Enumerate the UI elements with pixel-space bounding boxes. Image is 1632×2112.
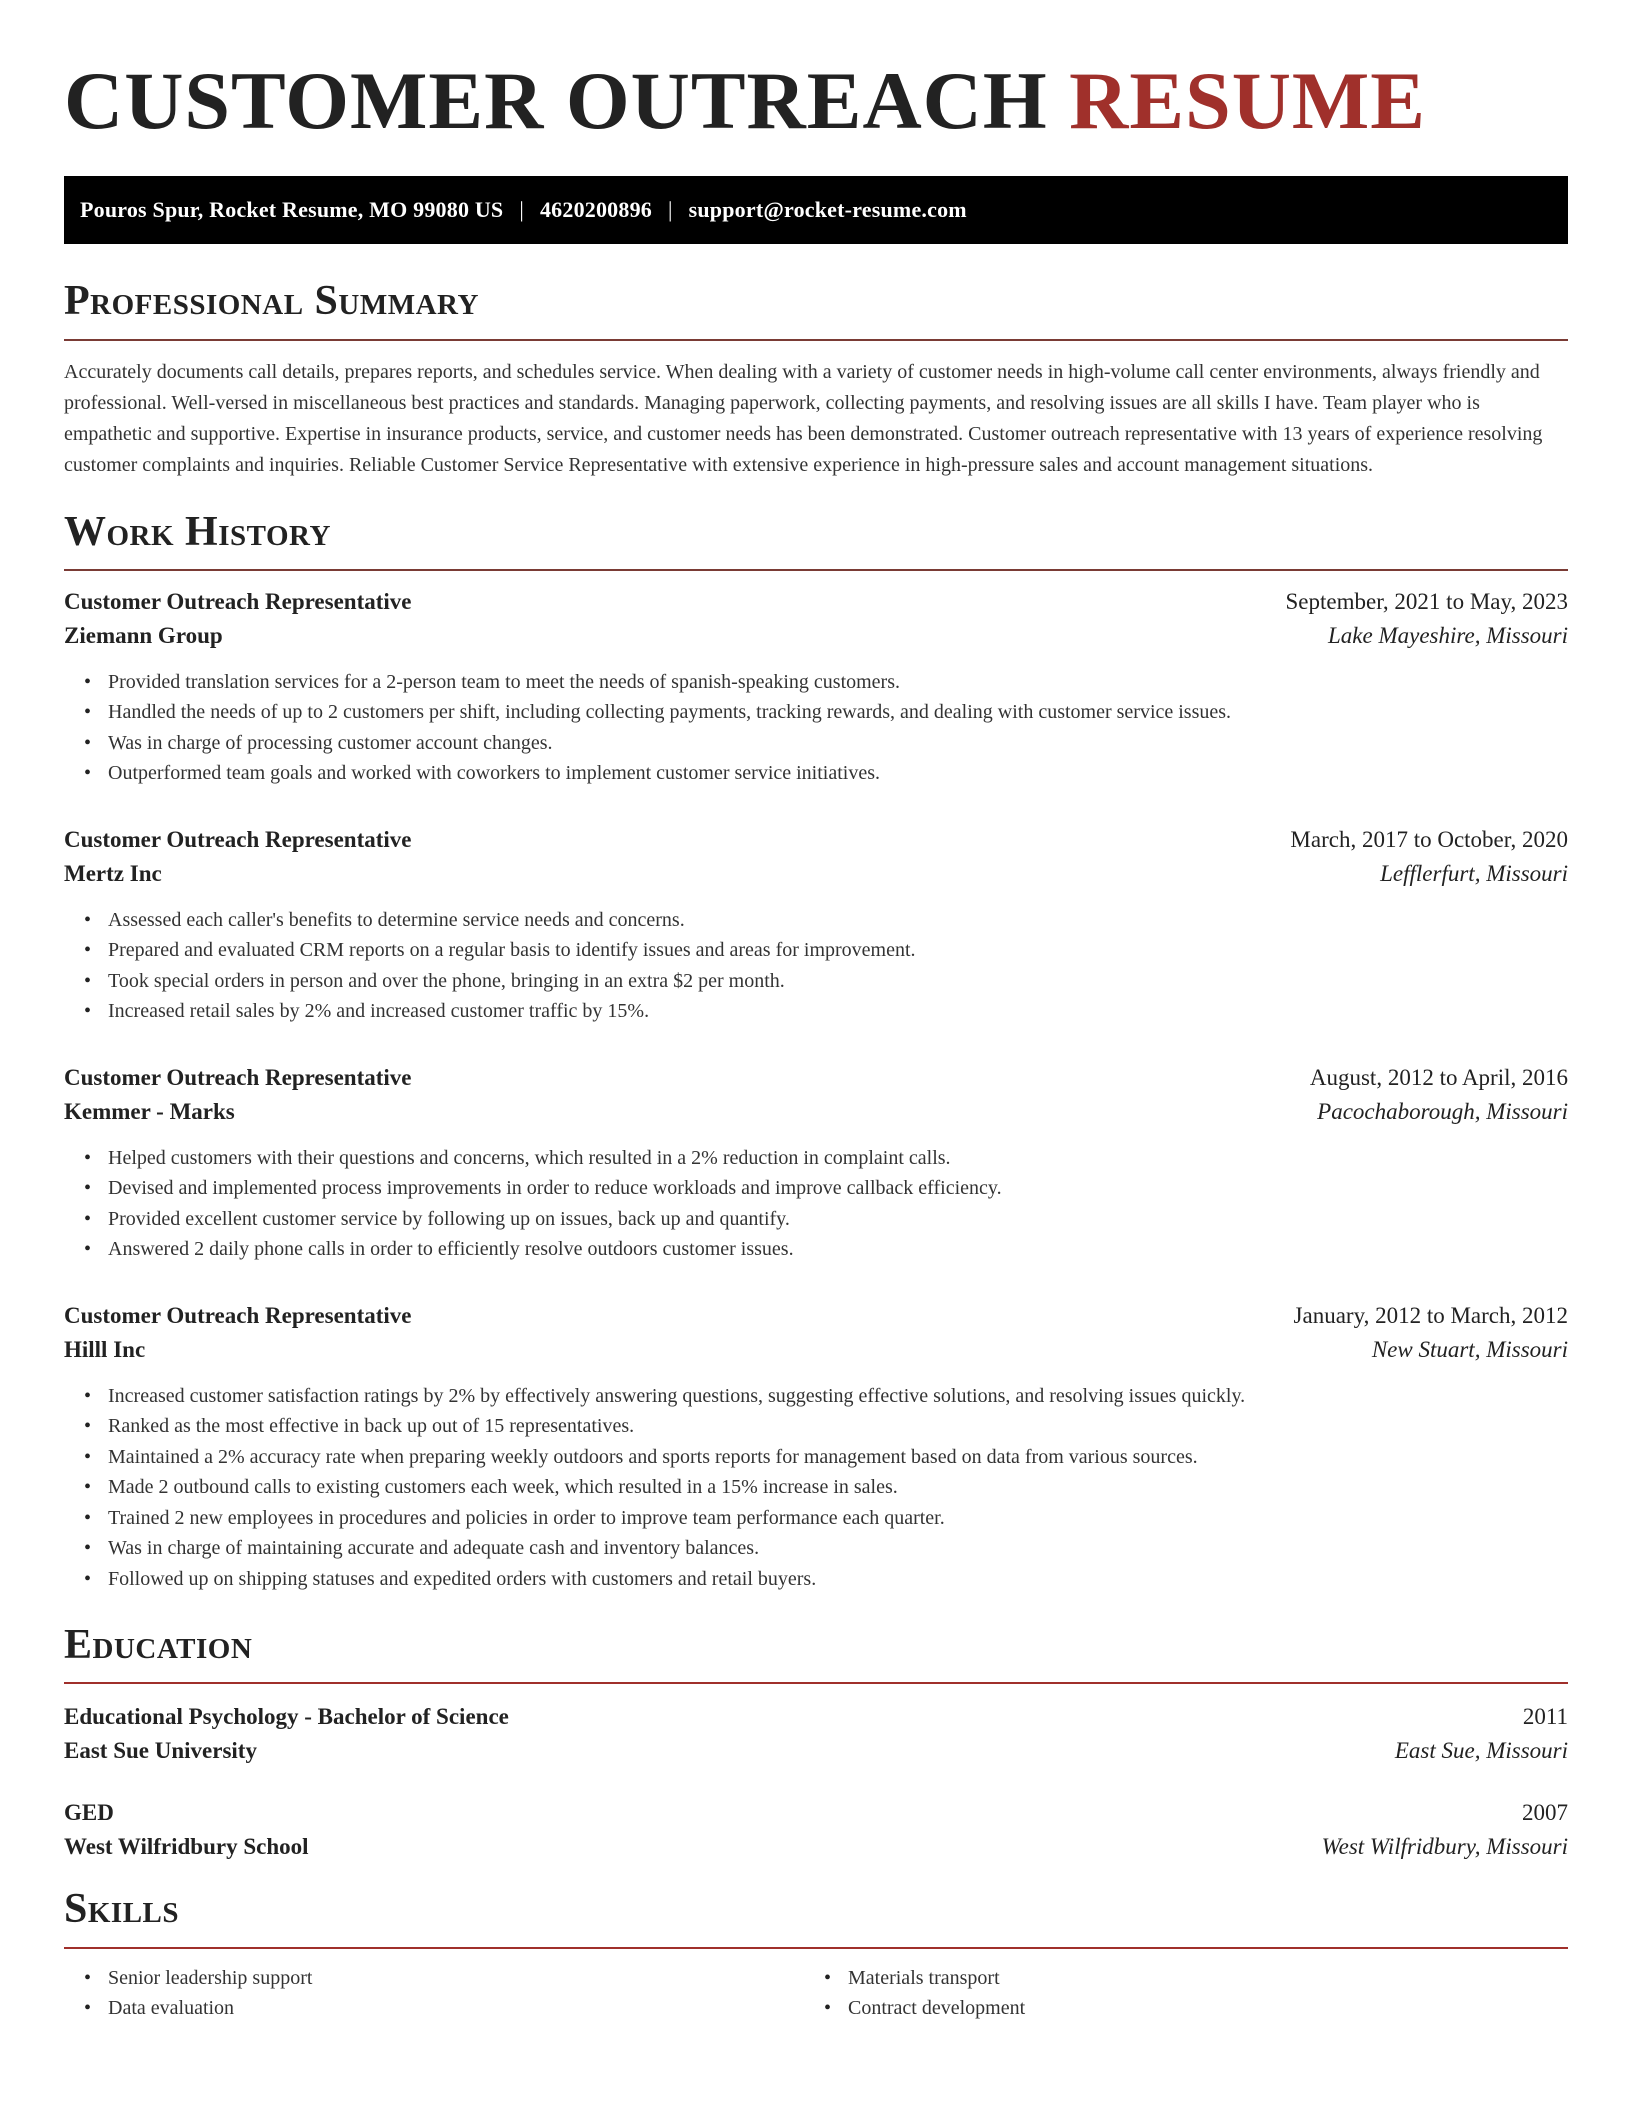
job-bullet: • Provided excellent customer service by following up on issues, back up and quantify. — [108, 1204, 1568, 1235]
skill-item: • Contract development — [848, 1993, 1544, 2024]
job-bullet: • Provided translation services for a 2-person team to meet the needs of spanish-speaking customers. — [108, 667, 1568, 698]
education-degree-row — [64, 1800, 1568, 1826]
education-heading: Education — [64, 1622, 1568, 1684]
job-entry — [64, 1065, 1568, 1265]
job-location: New Stuart, Missouri — [1371, 1336, 1568, 1362]
job-entry — [64, 827, 1568, 1027]
education-year: 2011 — [1522, 1704, 1568, 1730]
job-location: Lefflerfurt, Missouri — [1380, 860, 1568, 886]
job-entry — [64, 589, 1568, 789]
job-company: Ziemann Group — [64, 622, 223, 648]
job-company: Mertz Inc — [64, 860, 162, 886]
job-company: Hilll Inc — [64, 1336, 146, 1362]
title-main: CUSTOMER OUTREACH — [64, 55, 1048, 146]
education-school: West Wilfridbury School — [64, 1834, 309, 1860]
contact-phone: 4620200896 — [539, 197, 652, 223]
job-bullets — [64, 1381, 1568, 1595]
job-header-row — [64, 1303, 1568, 1329]
job-header-row — [64, 1065, 1568, 1091]
education-location: East Sue, Missouri — [1394, 1738, 1568, 1764]
summary-text: Accurately documents call details, prepares reports, and schedules service. When dealing with a variety of customer needs in high-volume call center environments, always friendly and professional. Well-versed in miscellaneous best practices and standards. Managing paperwork, collecting payments, and resolving issues are all skills I have. Team player who is empathetic and supportive. Expertise in insurance products, service, and customer needs has been demonstrated. Customer outreach representative with 13 years of experience resolving customer complaints and inquiries. Reliable Customer Service Representative with extensive experience in high-pressure sales and account management situations. — [64, 360, 1543, 476]
job-entry — [64, 1303, 1568, 1595]
contact-address: Pouros Spur, Rocket Resume, MO 99080 US — [80, 197, 504, 223]
skills-heading: Skills — [64, 1886, 1568, 1948]
job-bullet: • Trained 2 new employees in procedures and policies in order to improve team performance each quarter. — [108, 1503, 1568, 1534]
education-degree-row — [64, 1704, 1568, 1730]
education-school: East Sue University — [64, 1738, 257, 1764]
job-bullet: • Made 2 outbound calls to existing customers each week, which resulted in a 15% increase in sales. — [108, 1472, 1568, 1503]
job-bullet: • Increased retail sales by 2% and increased customer traffic by 15%. — [108, 996, 1568, 1027]
job-bullet: • Handled the needs of up to 2 customers per shift, including collecting payments, tracking rewards, and dealing with customer service issues. — [108, 697, 1568, 728]
job-title: Customer Outreach Representative — [64, 826, 412, 852]
education-section — [64, 1622, 1568, 1860]
skill-item: • Materials transport — [848, 1963, 1544, 1994]
skills-list-right — [804, 1963, 1544, 2024]
education-degree: Educational Psychology - Bachelor of Science — [64, 1704, 509, 1730]
education-school-row — [64, 1738, 1568, 1764]
job-header-row — [64, 589, 1568, 615]
job-location: Pacochaborough, Missouri — [1317, 1098, 1568, 1124]
job-title: Customer Outreach Representative — [64, 588, 412, 614]
job-bullets — [64, 667, 1568, 789]
education-year: 2007 — [1522, 1800, 1568, 1826]
education-entry — [64, 1704, 1568, 1764]
job-bullet: • Devised and implemented process improvements in order to reduce workloads and improve callback efficiency. — [108, 1173, 1568, 1204]
job-bullets — [64, 1143, 1568, 1265]
job-bullet: • Answered 2 daily phone calls in order to efficiently resolve outdoors customer issues. — [108, 1234, 1568, 1265]
job-bullet: • Took special orders in person and over the phone, bringing in an extra $2 per month. — [108, 966, 1568, 997]
work-history-heading: Work History — [64, 509, 1568, 571]
title-accent: RESUME — [1069, 55, 1426, 146]
education-degree: GED — [64, 1800, 114, 1826]
job-bullet: • Was in charge of processing customer account changes. — [108, 728, 1568, 759]
job-location: Lake Mayeshire, Missouri — [1328, 622, 1568, 648]
contact-separator: | — [667, 197, 673, 223]
contact-separator: | — [519, 197, 524, 223]
job-dates: January, 2012 to March, 2012 — [1293, 1302, 1568, 1328]
contact-bar — [64, 176, 1568, 244]
job-bullet: • Assessed each caller's benefits to determine service needs and concerns. — [108, 905, 1568, 936]
skills-section — [64, 1886, 1568, 2023]
skills-list-left — [64, 1963, 804, 2024]
education-school-row — [64, 1834, 1568, 1860]
summary-heading: Professional Summary — [64, 278, 1568, 340]
education-entry — [64, 1800, 1568, 1860]
summary-section — [64, 278, 1568, 480]
job-bullet: • Prepared and evaluated CRM reports on a regular basis to identify issues and areas for improvement. — [108, 935, 1568, 966]
job-bullet: • Ranked as the most effective in back up out of 15 representatives. — [108, 1411, 1568, 1442]
job-title: Customer Outreach Representative — [64, 1302, 412, 1328]
job-bullets — [64, 905, 1568, 1027]
job-company-row — [64, 861, 1568, 887]
job-title: Customer Outreach Representative — [64, 1064, 412, 1090]
job-company-row — [64, 1337, 1568, 1363]
job-company-row — [64, 623, 1568, 649]
skill-item: • Senior leadership support — [108, 1963, 804, 1994]
job-dates: September, 2021 to May, 2023 — [1285, 588, 1568, 614]
contact-email: support@rocket-resume.com — [688, 197, 967, 223]
skills-grid — [64, 1963, 1568, 2024]
job-bullet: • Was in charge of maintaining accurate and adequate cash and inventory balances. — [108, 1533, 1568, 1564]
job-bullet: • Maintained a 2% accuracy rate when preparing weekly outdoors and sports reports for management based on data from various sources. — [108, 1442, 1568, 1473]
job-bullet: • Outperformed team goals and worked with coworkers to implement customer service initiatives. — [108, 758, 1568, 789]
job-company-row — [64, 1099, 1568, 1125]
job-dates: August, 2012 to April, 2016 — [1309, 1064, 1568, 1090]
skill-item: • Data evaluation — [108, 1993, 804, 2024]
job-dates: March, 2017 to October, 2020 — [1290, 826, 1568, 852]
work-history-section — [64, 509, 1568, 1595]
job-company: Kemmer - Marks — [64, 1098, 235, 1124]
job-bullet: • Helped customers with their questions and concerns, which resulted in a 2% reduction in complaint calls. — [108, 1143, 1568, 1174]
education-location: West Wilfridbury, Missouri — [1321, 1834, 1568, 1860]
job-bullet: • Followed up on shipping statuses and expedited orders with customers and retail buyers. — [108, 1564, 1568, 1595]
job-bullet: • Increased customer satisfaction ratings by 2% by effectively answering questions, suggesting effective solutions, and resolving issues quickly. — [108, 1381, 1568, 1412]
resume-title — [64, 48, 1568, 150]
job-header-row — [64, 827, 1568, 853]
